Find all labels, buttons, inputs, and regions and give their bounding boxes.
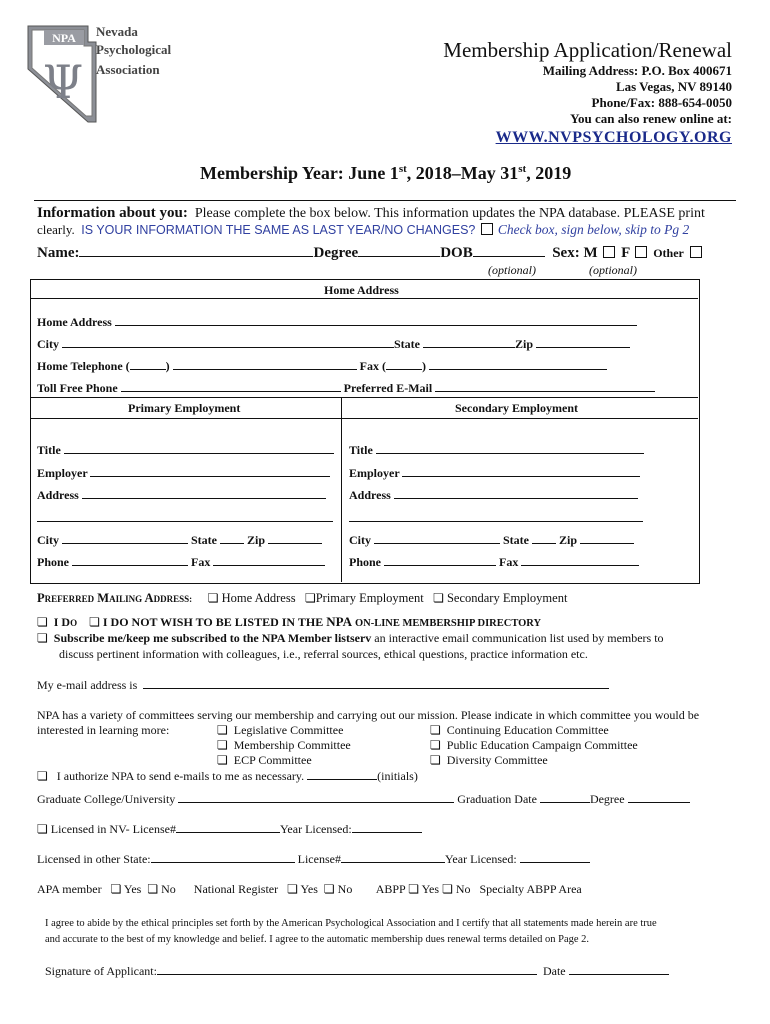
divider: [34, 200, 736, 201]
info-heading: Information about you:: [37, 205, 188, 221]
committee-public-ed-checkbox[interactable]: ❏: [430, 738, 441, 752]
email-field[interactable]: [143, 688, 609, 689]
pref-m: M: [97, 591, 110, 605]
authorize-row: [37, 769, 418, 784]
national-yes-checkbox[interactable]: ❏: [287, 882, 298, 896]
secondary-title-label: Title: [349, 443, 373, 457]
national-no-label: No: [337, 882, 353, 896]
authorize-checkbox[interactable]: ❏: [37, 769, 48, 783]
email-label: My e-mail address is: [37, 678, 138, 692]
primary-employer-row: [37, 466, 330, 481]
info-same-question: IS YOUR INFORMATION THE SAME AS LAST YEAR/NO CHANGES?: [81, 223, 476, 237]
primary-city-row: [37, 533, 322, 548]
home-state-field[interactable]: [423, 347, 515, 348]
committees-intro-2: interested in learning more:: [37, 723, 170, 737]
secondary-city-label: City: [349, 533, 371, 547]
national-register-label: National Register: [193, 882, 279, 896]
license-other-number-label: License#: [297, 852, 341, 866]
signature-field[interactable]: [157, 974, 537, 975]
agreement-line2: and accurate to the best of my knowledge and belief. I agree to the automatic membership dues renewal terms detailed on Page 2.: [45, 934, 590, 945]
license-other-state-field[interactable]: [151, 862, 295, 863]
phone-fax: Phone/Fax: 888-654-0050: [591, 95, 732, 110]
sex-other-label: Other: [653, 246, 684, 260]
preferred-email-label: Preferred E-Mail: [343, 381, 433, 395]
home-phone-row: Home Telephone ( ) Fax ( ): [37, 359, 607, 374]
home-city-label: City: [37, 337, 59, 351]
license-nv-year-label: Year Licensed:: [279, 822, 352, 836]
tollfree-label: Toll Free Phone: [37, 381, 118, 395]
pref-a: A: [144, 591, 154, 605]
license-other-year-field[interactable]: [520, 862, 590, 863]
info-text: Please complete the box below. This information updates the NPA database. PLEASE print: [194, 206, 705, 221]
committee-ecp-checkbox[interactable]: ❏: [217, 753, 228, 767]
committee-diversity: [430, 753, 548, 768]
signature-date-label: Date: [542, 964, 566, 978]
education-degree-field[interactable]: [628, 802, 690, 803]
committee-membership-checkbox[interactable]: ❏: [217, 738, 228, 752]
mail-secondary-label: Secondary Employment: [446, 591, 568, 605]
primary-address-field[interactable]: [82, 498, 326, 499]
logo-line-psychological: Psychological: [96, 42, 172, 57]
license-nv-row: [37, 822, 422, 837]
dob-optional: (optional): [488, 263, 536, 277]
directory-rest: ON-LINE MEMBERSHIP DIRECTORY: [354, 618, 542, 629]
committee-diversity-checkbox[interactable]: ❏: [430, 753, 441, 767]
primary-address-label: Address: [37, 488, 79, 502]
home-header-divider: [30, 298, 698, 299]
home-address-label: Home Address: [37, 315, 112, 329]
sex-f-checkbox[interactable]: [635, 246, 647, 258]
apa-yes-label: Yes: [123, 882, 142, 896]
directory-row: [37, 614, 541, 630]
membership-year: [200, 163, 571, 184]
primary-address-row: [37, 488, 326, 503]
license-nv-field[interactable]: [176, 832, 280, 833]
secondary-address-row: [349, 488, 638, 503]
primary-employer-field[interactable]: [90, 476, 330, 477]
renew-online: You can also renew online at:: [570, 111, 732, 126]
committee-diversity-label: Diversity Committee: [446, 753, 548, 767]
tollfree-row: [37, 381, 655, 396]
website-link[interactable]: WWW.NVPSYCHOLOGY.ORG: [495, 129, 732, 146]
secondary-employer-label: Employer: [349, 466, 400, 480]
logo-abbr: NPA: [52, 31, 76, 45]
home-address-row: [37, 315, 637, 330]
committee-ce-label: Continuing Education Committee: [446, 723, 609, 737]
sup-st-2: st: [518, 163, 527, 175]
pref-referred: REFERRED: [44, 594, 95, 604]
secondary-fax-field[interactable]: [521, 565, 639, 566]
name-field[interactable]: [79, 256, 313, 257]
listserv-checkbox[interactable]: ❏: [37, 631, 48, 645]
abpp-label: ABPP: [375, 882, 406, 896]
secondary-state-field[interactable]: [532, 543, 556, 544]
home-zip-label: Zip: [515, 337, 534, 351]
directory-npa: NPA: [326, 614, 352, 629]
primary-title-field[interactable]: [64, 453, 334, 454]
listserv-row: [37, 631, 664, 646]
committees-intro: NPA has a variety of committees serving our membership and carrying out our mission. Please indicate in which committee you would be: [37, 708, 700, 722]
license-other-label: Licensed in other State:: [37, 852, 151, 866]
name-label: Name:: [37, 245, 80, 261]
signature-label: Signature of Applicant:: [45, 964, 157, 978]
employment-column-divider: [341, 397, 342, 582]
license-other-number-field[interactable]: [341, 862, 445, 863]
primary-fax-label: Fax: [191, 555, 211, 569]
graduation-date-field[interactable]: [540, 802, 590, 803]
home-telephone-field[interactable]: [173, 369, 357, 370]
pref-ddress: DDRESS:: [153, 594, 193, 604]
secondary-address-field[interactable]: [394, 498, 638, 499]
secondary-zip-field[interactable]: [580, 543, 634, 544]
secondary-phone-field[interactable]: [384, 565, 496, 566]
secondary-address-label: Address: [349, 488, 391, 502]
committee-ce-checkbox[interactable]: ❏: [430, 723, 441, 737]
home-fax-area-field[interactable]: [386, 369, 422, 370]
preferred-email-field[interactable]: [435, 391, 655, 392]
degree-field[interactable]: [358, 256, 440, 257]
signature-row: [45, 964, 669, 979]
primary-employment-header: Primary Employment: [128, 401, 241, 415]
college-field[interactable]: [178, 802, 454, 803]
committee-public-ed: [430, 738, 638, 753]
employment-divider: [30, 397, 698, 398]
agreement-line1: I agree to abide by the ethical principles set forth by the American Psychological Association and I certify that all statements made herein are true: [45, 918, 657, 929]
secondary-city-field[interactable]: [374, 543, 500, 544]
secondary-address-line2: [349, 511, 643, 526]
license-nv-year-field[interactable]: [352, 832, 422, 833]
abpp-yes-checkbox[interactable]: ❏: [408, 882, 420, 896]
authorize-label: I authorize NPA to send e-mails to me as necessary.: [56, 769, 305, 783]
national-yes-label: Yes: [300, 882, 318, 896]
committee-public-ed-label: Public Education Campaign Committee: [446, 738, 638, 752]
home-telephone-label: Home Telephone (: [37, 359, 130, 373]
idonot-checkbox[interactable]: ❏: [89, 615, 100, 629]
degree-label: Degree: [313, 245, 359, 261]
primary-city-label: City: [37, 533, 59, 547]
info-clearly: clearly.: [37, 222, 75, 237]
preferred-mailing-row: [37, 591, 567, 606]
pref-p: P: [37, 591, 45, 605]
info-line: [37, 205, 705, 222]
mailing-city: Las Vegas, NV 89140: [615, 79, 732, 94]
primary-employer-label: Employer: [37, 466, 88, 480]
primary-zip-field[interactable]: [268, 543, 322, 544]
npa-logo: [26, 24, 176, 124]
membership-year-end: , 2019: [526, 163, 572, 183]
sex-label: Sex: M: [552, 245, 598, 261]
committee-legislative-label: Legislative Committee: [233, 723, 344, 737]
mailing-address: Mailing Address: P.O. Box 400671: [542, 63, 732, 78]
committee-legislative-checkbox[interactable]: ❏: [217, 723, 228, 737]
secondary-state-label: State: [503, 533, 529, 547]
license-nv-checkbox[interactable]: ❏: [37, 822, 48, 836]
idonot-label: I DO NOT WISH TO BE LISTED IN THE: [102, 615, 324, 629]
signature-date-field[interactable]: [569, 974, 669, 975]
education-degree-label: Degree: [589, 792, 625, 806]
tollfree-field[interactable]: [121, 391, 341, 392]
dob-label: DOB: [440, 245, 473, 261]
home-fax-label: Fax (: [359, 359, 386, 373]
primary-phone-label: Phone: [37, 555, 70, 569]
sex-f-label: F: [621, 245, 630, 261]
listserv-bold: Subscribe me/keep me subscribed to the NPA Member listserv: [53, 631, 372, 645]
membership-row: [37, 882, 582, 897]
ido-label: I D: [53, 615, 71, 629]
primary-phone-row: [37, 555, 325, 570]
dob-field[interactable]: [473, 256, 545, 257]
name-row: [37, 245, 704, 262]
membership-year-start: Membership Year: June 1: [200, 163, 399, 183]
home-city-field[interactable]: [62, 347, 394, 348]
mail-home-label: Home Address: [221, 591, 296, 605]
mail-secondary-checkbox[interactable]: ❏: [433, 591, 444, 605]
home-fax-field[interactable]: [429, 369, 607, 370]
sex-optional: (optional): [589, 263, 637, 277]
sup-st-1: st: [398, 163, 407, 175]
apa-no-label: No: [161, 882, 176, 896]
home-state-label: State: [394, 337, 420, 351]
listserv-text: an interactive email communication list used by members to: [371, 631, 664, 645]
apa-label: APA member: [37, 882, 102, 896]
committee-membership: [217, 738, 351, 753]
secondary-zip-label: Zip: [559, 533, 578, 547]
committee-legislative: [217, 723, 343, 738]
abpp-no-label: No: [455, 882, 471, 896]
ido-checkbox[interactable]: ❏: [37, 615, 48, 629]
initials-label: (initials): [377, 769, 418, 783]
home-telephone-area-field[interactable]: [130, 369, 166, 370]
abpp-yes-label: Yes: [421, 882, 440, 896]
secondary-employment-header: Secondary Employment: [455, 401, 578, 415]
secondary-city-row: [349, 533, 634, 548]
primary-address-field-2[interactable]: [37, 521, 333, 522]
logo-line-association: Association: [96, 62, 160, 77]
preferred-mailing-label: [37, 591, 192, 605]
home-address-field[interactable]: [115, 325, 637, 326]
license-other-row: [37, 852, 590, 867]
pref-ailing: AILING: [109, 594, 143, 604]
primary-zip-label: Zip: [247, 533, 266, 547]
secondary-phone-label: Phone: [349, 555, 382, 569]
mail-primary-checkbox[interactable]: ❏: [304, 591, 316, 605]
committee-membership-label: Membership Committee: [233, 738, 351, 752]
college-label: Graduate College/University: [37, 792, 176, 806]
no-changes-checkbox[interactable]: [481, 223, 493, 235]
home-zip-field[interactable]: [536, 347, 630, 348]
secondary-fax-label: Fax: [499, 555, 519, 569]
secondary-phone-row: [349, 555, 639, 570]
info-check-instruction: Check box, sign below, skip to Pg 2: [497, 222, 690, 237]
primary-phone-field[interactable]: [72, 565, 188, 566]
primary-state-label: State: [191, 533, 217, 547]
committee-ce: [430, 723, 609, 738]
primary-title-row: [37, 443, 334, 458]
graduation-date-label: Graduation Date: [457, 792, 537, 806]
secondary-employer-row: [349, 466, 640, 481]
listserv-line2: discuss pertinent information with colleagues, i.e., referral sources, ethical questions, practice information etc.: [59, 647, 588, 661]
secondary-title-row: [349, 443, 644, 458]
logo-line-nevada: Nevada: [96, 24, 138, 39]
membership-year-mid: , 2018–May 31: [406, 163, 519, 183]
license-nv-label: Licensed in NV- License#: [50, 822, 176, 836]
mail-primary-label: Primary Employment: [315, 591, 424, 605]
specialty-abpp-label: Specialty ABPP Area: [479, 882, 582, 896]
ido-label-rest: O: [70, 618, 78, 628]
education-row: [37, 792, 690, 807]
primary-title-label: Title: [37, 443, 61, 457]
sex-other-checkbox[interactable]: [690, 246, 702, 258]
info-line-2: [37, 222, 689, 238]
home-address-header: Home Address: [324, 283, 399, 297]
page-title: Membership Application/Renewal: [443, 38, 732, 62]
sex-m-checkbox[interactable]: [603, 246, 615, 258]
apa-yes-checkbox[interactable]: ❏: [110, 882, 122, 896]
secondary-employer-field[interactable]: [402, 476, 640, 477]
primary-city-field[interactable]: [62, 543, 188, 544]
license-other-year-label: Year Licensed:: [444, 852, 517, 866]
national-no-checkbox[interactable]: ❏: [323, 882, 335, 896]
primary-fax-field[interactable]: [213, 565, 325, 566]
abpp-no-checkbox[interactable]: ❏: [442, 882, 453, 896]
mail-home-checkbox[interactable]: ❏: [207, 591, 219, 605]
secondary-address-field-2[interactable]: [349, 521, 643, 522]
home-city-row: [37, 337, 630, 352]
initials-field[interactable]: [307, 779, 377, 780]
committee-ecp-label: ECP Committee: [233, 753, 312, 767]
employment-header-divider: [30, 418, 698, 419]
committee-ecp: [217, 753, 312, 768]
primary-address-line2: [37, 511, 333, 526]
secondary-title-field[interactable]: [376, 453, 644, 454]
primary-state-field[interactable]: [220, 543, 244, 544]
email-row: [37, 678, 609, 693]
svg-text:Ψ: Ψ: [42, 55, 84, 109]
apa-no-checkbox[interactable]: ❏: [147, 882, 159, 896]
